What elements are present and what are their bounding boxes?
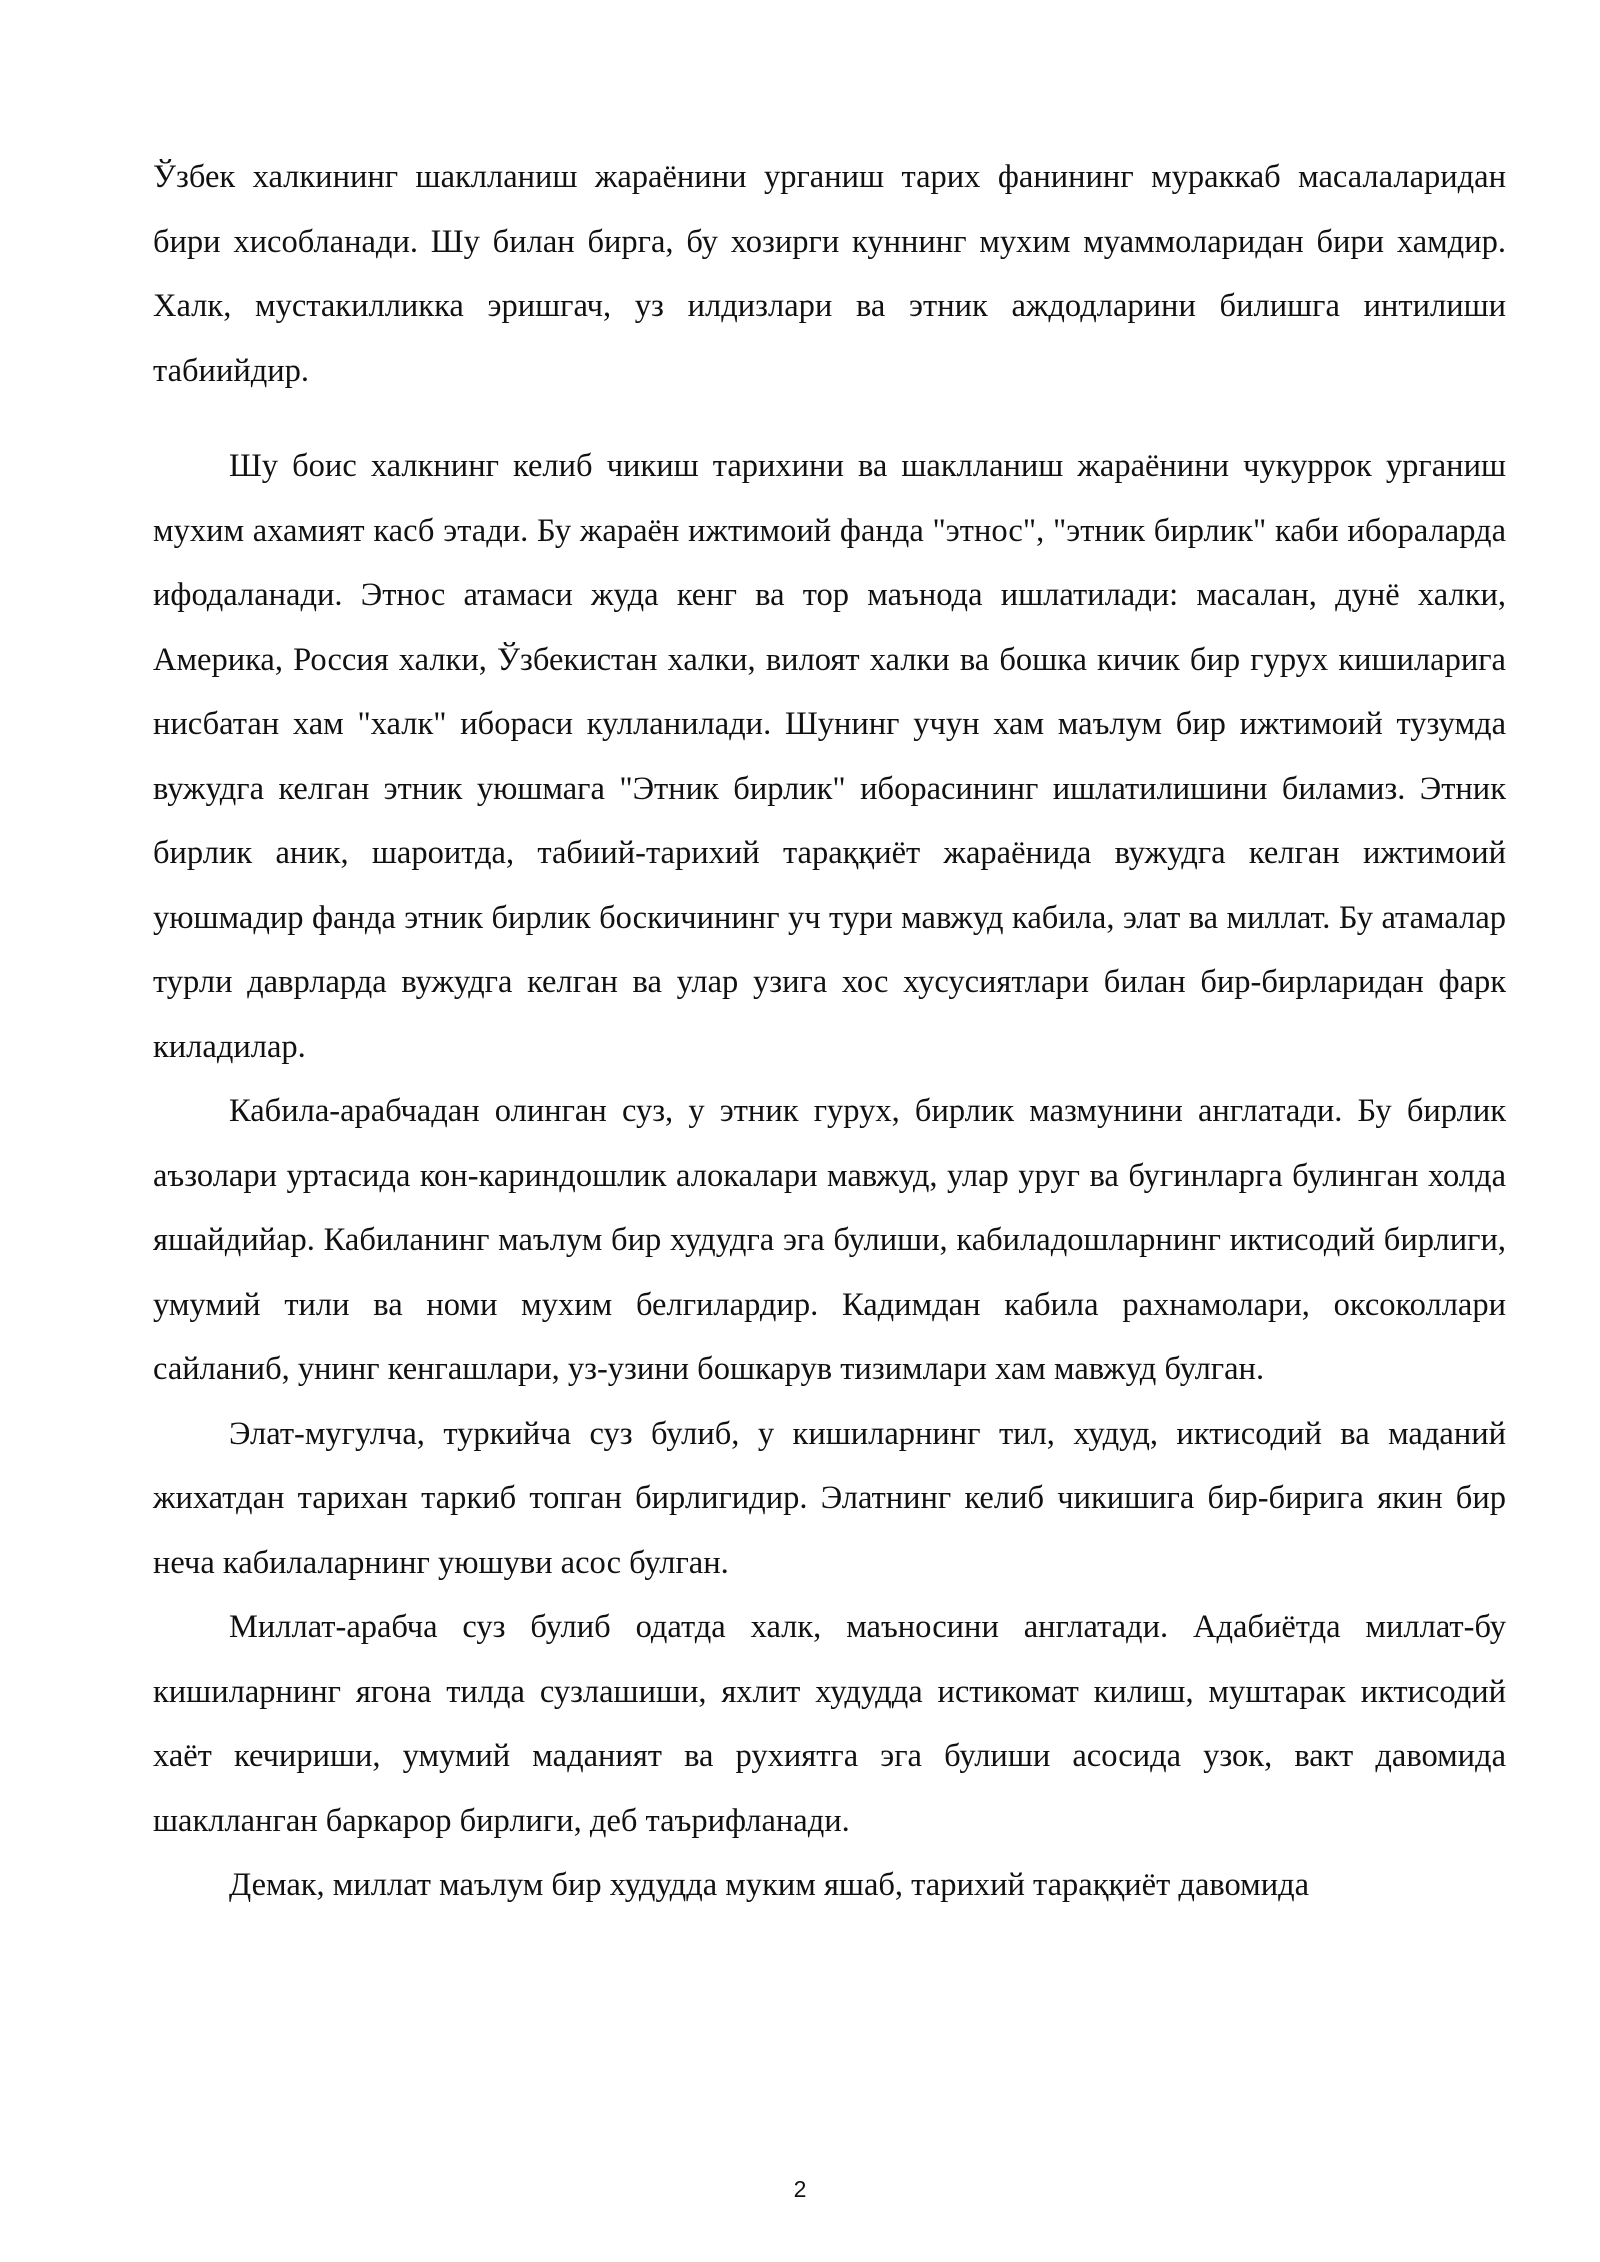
page-number: 2 (793, 2176, 807, 2202)
paragraph-ethnos: Шу боис халкнинг келиб чикиш тарихини ва шаклланиш жараёнини чукуррок урганиш мухим ахамият касб этади. Бу жараён ижтимоий фанда "этнос", "этник бирлик" каби ибораларда ифодаланади. Этнос атамаси жуда кенг ва тор маънода ишлатилади: масалан, дунё халки, Америка, Россия халки, Ўзбекистан халки, вилоят халки ва бошка кичик бир гурух кишиларига нисбатан хам "халк" ибораси кулланилади. Шунинг учун хам маълум бир ижтимоий тузумда вужудга келган этник уюшмага "Этник бирлик" иборасининг ишлатилишини биламиз. Этник бирлик аник, шароитда, табиий-тарихий тараққиёт жараёнида вужудга келган ижтимоий уюшмадир фанда этник бирлик боскичининг уч тури мавжуд кабила, элат ва миллат. Бу атамалар турли даврларда вужудга келган ва улар узига хос хусусиятлари билан бир-бирларидан фарк киладилар. (153, 448, 1506, 1065)
paragraph-millat: Миллат-арабча суз булиб одатда халк, маъносини англатади. Адабиётда миллат-бу кишиларнинг ягона тилда сузлашиши, яхлит худудда истикомат килиш, муштарак иктисодий хаёт кечириши, умумий маданият ва рухиятга эга булиши асосида узок, вакт давомида шаклланган баркарор бирлиги, деб таърифланади. (153, 1609, 1506, 1839)
paragraph-kabila: Кабила-арабчадан олинган суз, у этник гурух, бирлик мазмунини англатади. Бу бирлик аъзолари уртасида кон-кариндошлик алокалари мавжуд, улар уруг ва бугинларга булинган холда яшайдийар. Кабиланинг маълум бир худудга эга булиши, кабиладошларнинг иктисодий бирлиги, умумий тили ва номи мухим белгилардир. Кадимдан кабила рахнамолари, оксоколлари сайланиб, унинг кенгашлари, уз-узини бошкарув тизимлари хам мавжуд булган. (153, 1093, 1506, 1387)
paragraph-conclusion-start: Демак, миллат маълум бир худудда муким яшаб, тарихий тараққиёт давомида (229, 1867, 1310, 1903)
body-section (153, 434, 1506, 1918)
opening-section (153, 145, 1506, 403)
paragraph-uzbek-formation: Ўзбек халкининг шаклланиш жараёнини урганиш тарих фанининг мураккаб масалаларидан бири хисобланади. Шу билан бирга, бу хозирги куннинг мухим муаммоларидан бири хамдир. Халк, мустакилликка эришгач, уз илдизлари ва этник аждодларини билишга интилиши табиийдир. (153, 159, 1506, 389)
paragraph-elat: Элат-мугулча, туркийча суз булиб, у кишиларнинг тил, худуд, иктисодий ва маданий жихатдан тарихан таркиб топган бирлигидир. Элатнинг келиб чикишига бир-бирига якин бир неча кабилаларнинг уюшуви асос булган. (153, 1415, 1506, 1581)
